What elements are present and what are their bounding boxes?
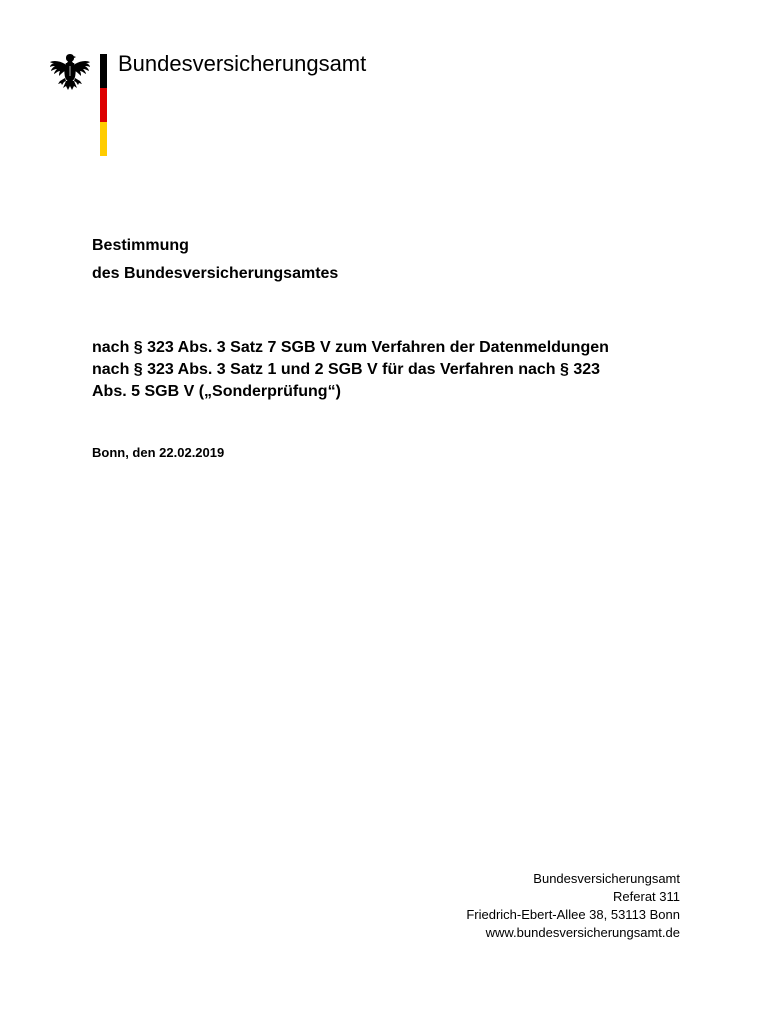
footer-org: Bundesversicherungsamt	[533, 871, 680, 886]
flag-stripe-gold	[100, 122, 107, 156]
flag-stripe-black	[100, 54, 107, 88]
subject-line-2: nach § 323 Abs. 3 Satz 1 und 2 SGB V für das Verfahren nach § 323	[92, 361, 601, 378]
letterhead	[0, 0, 770, 170]
subject-line-3: Abs. 5 SGB V („Sonderprüfung“)	[92, 383, 341, 400]
subject-line-1: nach § 323 Abs. 3 Satz 7 SGB V zum Verfahren der Datenmeldungen	[92, 339, 609, 356]
footer-address	[466, 870, 680, 942]
document-heading	[92, 232, 338, 288]
document-subject	[92, 337, 692, 403]
federal-eagle-icon	[48, 50, 92, 94]
date-line: Bonn, den 22.02.2019	[92, 445, 225, 460]
heading-line-1: Bestimmung	[92, 237, 189, 254]
agency-name: Bundesversicherungsamt	[118, 51, 367, 76]
footer-street: Friedrich-Ebert-Allee 38, 53113 Bonn	[466, 907, 680, 922]
heading-line-2: des Bundesversicherungsamtes	[92, 265, 339, 282]
footer-department: Referat 311	[613, 889, 680, 904]
flag-bar	[100, 54, 107, 156]
flag-stripe-red	[100, 88, 107, 122]
footer-website: www.bundesversicherungsamt.de	[485, 925, 680, 940]
